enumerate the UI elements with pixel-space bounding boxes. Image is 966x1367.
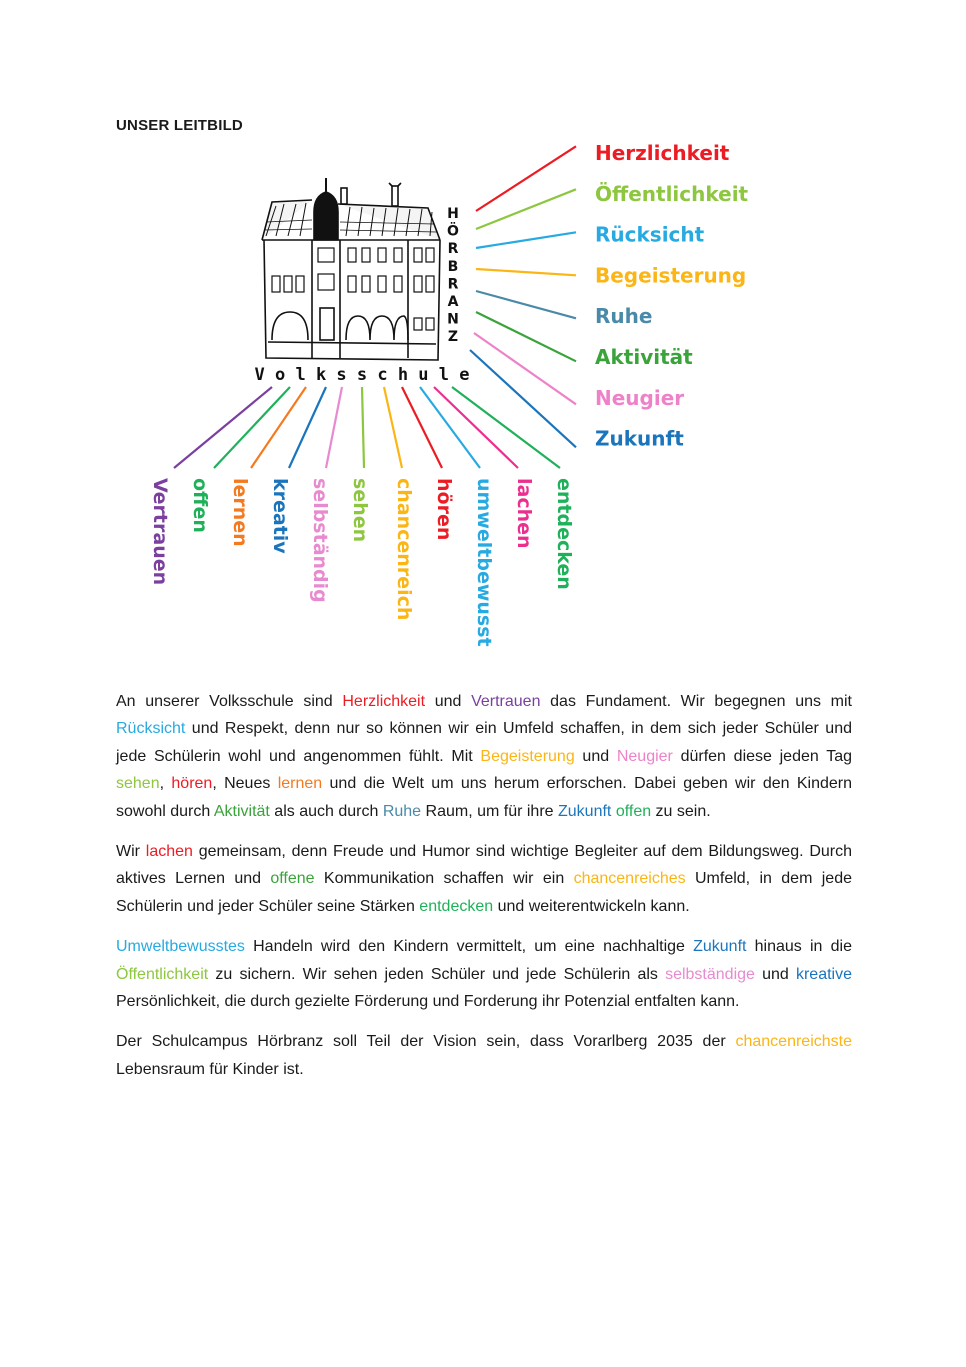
right-word: Ruhe <box>595 304 653 329</box>
paragraph-text: Wir <box>116 843 146 861</box>
paragraph-text: Lebensraum für Kinder ist. <box>116 1060 304 1078</box>
right-word: Rücksicht <box>595 222 705 247</box>
bottom-word: selbständig <box>309 478 331 603</box>
body-paragraph <box>116 688 852 825</box>
paragraph-text: , Neues <box>212 775 278 793</box>
highlighted-keyword: hören <box>171 775 213 793</box>
bottom-word: offen <box>189 478 211 533</box>
bottom-ray <box>326 387 342 468</box>
paragraph-text: hinaus in die <box>746 938 852 956</box>
highlighted-keyword: Zukunft <box>558 802 612 820</box>
school-name-vertical <box>447 206 459 345</box>
paragraph-text: das Fundament. Wir begegnen uns mit <box>540 693 852 710</box>
right-ray <box>476 189 576 229</box>
highlighted-keyword: lachen <box>145 843 193 861</box>
paragraph-text: und <box>574 747 617 765</box>
highlighted-keyword: lernen <box>277 775 323 793</box>
right-ray <box>476 146 576 211</box>
highlighted-keyword: entdecken <box>419 897 494 915</box>
paragraph-text: als auch durch <box>269 802 383 820</box>
school-label: V o l k s s c h u l e <box>254 365 470 385</box>
bottom-ray <box>362 387 364 468</box>
right-ray <box>476 291 576 318</box>
paragraph-text: und die Welt um uns herum erforschen. Dabei geben wir den Kindern sowohl durch <box>116 775 853 820</box>
highlighted-keyword: Vertrauen <box>471 693 541 710</box>
bottom-word: lachen <box>513 478 535 549</box>
right-ray <box>476 232 576 248</box>
paragraph-text: Handeln wird den Kindern vermittelt, um eine nachhaltige <box>244 938 694 956</box>
highlighted-keyword: selbständige <box>665 965 755 983</box>
highlighted-keyword: chancenreichste <box>735 1033 852 1051</box>
right-word: Begeisterung <box>595 263 747 288</box>
highlighted-keyword: Aktivität <box>213 802 270 820</box>
paragraph-text: An unserer Volksschule sind <box>116 693 343 710</box>
paragraph-text: und Respekt, denn nur so können wir ein Umfeld schaffen, in dem sich jeder Schüler und jede Schülerin wohl und angenommen fühlt. Mit <box>116 720 852 765</box>
bottom-rays <box>174 387 560 468</box>
school-building-drawing <box>262 178 440 360</box>
body-text <box>116 688 852 1096</box>
bottom-word: chancenreich <box>393 478 415 621</box>
bottom-word: umweltbewusst <box>473 478 495 647</box>
highlighted-keyword: Rücksicht <box>116 720 186 738</box>
school-vertical-letter: B <box>447 258 459 275</box>
school-vertical-letter: Z <box>447 329 459 346</box>
bottom-ray <box>384 387 402 468</box>
bottom-word: hören <box>433 478 455 541</box>
paragraph-text: Raum, um für ihre <box>421 802 558 820</box>
bottom-ray <box>174 387 272 468</box>
school-vertical-letter: N <box>447 311 459 328</box>
bottom-word: sehen <box>349 478 371 543</box>
highlighted-keyword: Neugier <box>616 747 673 765</box>
paragraph-text: zu sichern. Wir sehen jeden Schüler und jede Schülerin als <box>208 965 666 983</box>
right-ray <box>476 312 576 361</box>
right-word: Öffentlichkeit <box>595 181 749 206</box>
right-rays <box>470 146 576 447</box>
body-paragraph <box>116 933 852 1015</box>
right-word: Neugier <box>595 385 685 410</box>
school-vertical-letter: H <box>447 206 459 222</box>
highlighted-keyword: Begeisterung <box>480 747 575 765</box>
bottom-ray <box>420 387 480 468</box>
right-word: Zukunft <box>595 426 684 451</box>
bottom-word: Vertrauen <box>149 478 171 586</box>
right-ray <box>476 269 576 275</box>
paragraph-text: Umfeld, in dem jede Schülerin und jeder Schüler seine Stärken <box>116 870 853 915</box>
highlighted-keyword: Herzlichkeit <box>342 693 426 710</box>
paragraph-text: gemeinsam, denn Freude und Humor sind wichtige Begleiter auf dem Bildungsweg. Durch aktives Lernen und <box>116 843 852 888</box>
bottom-words <box>149 478 575 647</box>
bottom-word: entdecken <box>553 478 575 590</box>
paragraph-text: Kommunikation schaffen wir ein <box>314 870 574 888</box>
highlighted-keyword: kreative <box>795 965 852 983</box>
paragraph-text: Persönlichkeit, die durch gezielte Förderung und Forderung ihr Potenzial entfalten kann. <box>116 993 740 1011</box>
body-paragraph <box>116 1028 852 1083</box>
highlighted-keyword: offen <box>615 802 652 820</box>
leitbild-diagram <box>0 0 966 660</box>
bottom-word: kreativ <box>269 478 291 554</box>
paragraph-text: und weiterentwickeln kann. <box>493 897 690 915</box>
paragraph-text: dürfen diese jeden Tag <box>672 747 853 765</box>
paragraph-text: , <box>159 775 172 793</box>
highlighted-keyword: Ruhe <box>382 802 422 820</box>
bottom-ray <box>289 387 326 468</box>
highlighted-keyword: chancenreiches <box>573 870 686 888</box>
bottom-word: lernen <box>229 478 251 547</box>
right-ray <box>470 350 576 447</box>
highlighted-keyword: sehen <box>116 775 160 793</box>
paragraph-text: zu sein. <box>651 802 711 820</box>
paragraph-text: und <box>754 965 796 983</box>
paragraph-text: Der Schulcampus Hörbranz soll Teil der Vision sein, dass Vorarlberg 2035 der <box>116 1033 736 1051</box>
right-word: Herzlichkeit <box>595 141 730 165</box>
page-heading: UNSER LEITBILD <box>116 117 243 134</box>
body-paragraph <box>116 838 852 920</box>
paragraph-text: und <box>425 693 472 710</box>
bottom-ray <box>402 387 442 468</box>
school-vertical-letter: R <box>447 276 459 293</box>
highlighted-keyword: Umweltbewusstes <box>116 938 245 956</box>
school-vertical-letter: A <box>447 294 459 310</box>
school-vertical-letter: R <box>447 241 459 258</box>
school-vertical-letter: Ö <box>447 223 459 240</box>
right-words <box>595 141 749 451</box>
highlighted-keyword: Öffentlichkeit <box>116 965 209 983</box>
highlighted-keyword: offene <box>270 870 315 888</box>
highlighted-keyword: Zukunft <box>693 938 747 956</box>
right-word: Aktivität <box>595 345 693 369</box>
